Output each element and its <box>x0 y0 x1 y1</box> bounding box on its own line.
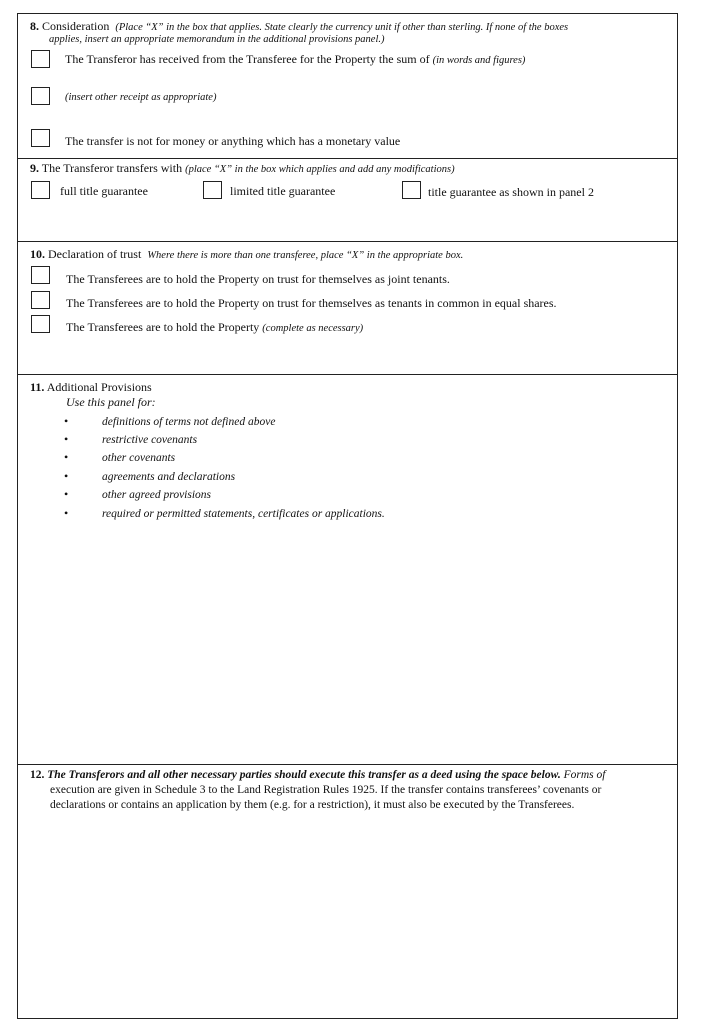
panel-11-number: 11. <box>30 380 45 394</box>
tenants-in-common-label: The Transferees are to hold the Property on trust for themselves as tenants in common in equal shares. <box>66 296 557 310</box>
bullet-point: • <box>64 432 69 446</box>
panel-12-line1-rest: Forms of <box>563 769 606 781</box>
full-title-guarantee-checkbox[interactable] <box>31 181 50 199</box>
panel-12-execution[interactable] <box>18 765 677 1019</box>
other-receipt-label: (insert other receipt as appropriate) <box>65 92 217 103</box>
panel-11-additional-provisions[interactable] <box>18 375 677 764</box>
panel-10-heading <box>30 247 463 263</box>
panel-8-instruction-line1: (Place “X” in the box that applies. State clearly the currency unit if other than sterling. If none of the boxes <box>115 22 569 33</box>
joint-tenants-label: The Transferees are to hold the Property on trust for themselves as joint tenants. <box>66 272 450 286</box>
list-item: definitions of terms not defined above <box>102 416 276 428</box>
panel-11-subtitle: Use this panel for: <box>66 395 156 409</box>
panel-12-number: 12. <box>30 769 45 781</box>
panel-10-instruction: Where there is more than one transferee, place “X” in the appropriate box. <box>147 250 464 261</box>
panel-8-consideration <box>18 14 677 159</box>
consideration-sum-label <box>65 52 525 68</box>
title-guarantee-panel2-checkbox[interactable] <box>402 181 421 199</box>
joint-tenants-checkbox[interactable] <box>31 266 50 284</box>
panel-12-bold-text: The Transferors and all other necessary parties should execute this transfer as a deed using the space below. <box>47 769 561 781</box>
panel-11-heading <box>30 380 152 394</box>
limited-title-guarantee-checkbox[interactable] <box>203 181 222 199</box>
panel-9-title-guarantee <box>18 159 677 241</box>
land-registry-transfer-form <box>17 13 678 1019</box>
list-item: other agreed provisions <box>102 489 212 501</box>
hold-property-other-checkbox[interactable] <box>31 315 50 333</box>
consideration-sum-note: (in words and figures) <box>432 55 526 66</box>
hold-property-other-note: (complete as necessary) <box>262 323 364 334</box>
bullet-point: • <box>64 506 69 520</box>
panel-10-declaration-of-trust <box>18 242 677 374</box>
bullet-point: • <box>64 450 69 464</box>
panel-9-heading <box>30 161 455 177</box>
bullet-point: • <box>64 469 69 483</box>
panel-12-line3: declarations or contains an application by them (e.g. for a restriction), it must also be executed by the Transferees. <box>50 799 575 811</box>
consideration-sum-checkbox[interactable] <box>31 50 50 68</box>
bullet-point: • <box>64 487 69 501</box>
consideration-sum-text: The Transferor has received from the Transferee for the Property the sum of <box>65 52 430 66</box>
list-item: restrictive covenants <box>102 434 198 446</box>
hold-property-other-text: The Transferees are to hold the Property <box>66 320 260 334</box>
other-receipt-checkbox[interactable] <box>31 87 50 105</box>
panel-8-number: 8. <box>30 19 39 33</box>
panel-11-title: Additional Provisions <box>46 380 152 394</box>
panel-9-instruction: (place “X” in the box which applies and add any modifications) <box>185 164 455 175</box>
hold-property-other-label <box>66 320 363 336</box>
panel-9-number: 9. <box>30 161 39 175</box>
tenants-in-common-checkbox[interactable] <box>31 291 50 309</box>
panel-8-title: Consideration <box>42 19 110 33</box>
title-guarantee-panel2-label: title guarantee as shown in panel 2 <box>428 185 594 199</box>
no-monetary-value-label: The transfer is not for money or anything which has a monetary value <box>65 134 401 148</box>
list-item: agreements and declarations <box>102 471 236 483</box>
no-monetary-value-checkbox[interactable] <box>31 129 50 147</box>
panel-12-line2: execution are given in Schedule 3 to the Land Registration Rules 1925. If the transfer contains transferees’ covenants or <box>50 784 602 796</box>
bullet-point: • <box>64 414 69 428</box>
list-item: required or permitted statements, certificates or applications. <box>102 508 385 520</box>
panel-10-number: 10. <box>30 247 45 261</box>
panel-9-title: The Transferor transfers with <box>41 161 183 175</box>
list-item: other covenants <box>102 452 176 464</box>
panel-10-title: Declaration of trust <box>48 247 142 261</box>
limited-title-guarantee-label: limited title guarantee <box>230 184 336 198</box>
full-title-guarantee-label: full title guarantee <box>60 184 148 198</box>
panel-8-instruction-line2: applies, insert an appropriate memorandum in the additional provisions panel.) <box>49 34 385 45</box>
panel-12-heading <box>30 768 605 783</box>
